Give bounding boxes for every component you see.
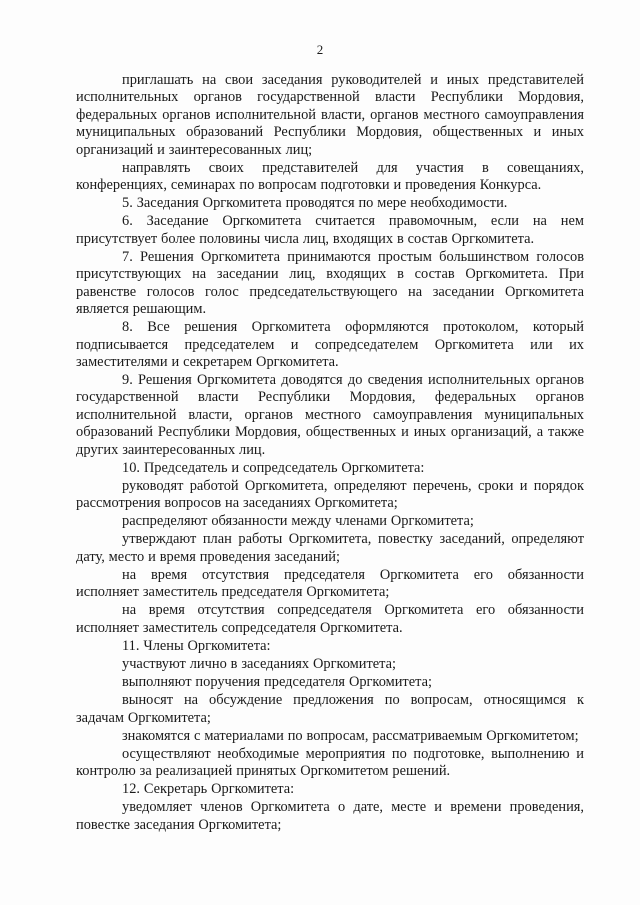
paragraph: 12. Секретарь Оргкомитета:: [122, 781, 295, 798]
paragraph: направлять своих представителей для участия в совещаниях, конференциях, семинарах по вопросам подготовки и проведения Конкурса.: [76, 159, 584, 194]
paragraph: выносят на обсуждение предложения по вопросам, относящимся к задачам Оргкомитета;: [76, 692, 584, 726]
paragraph: 5. Заседания Оргкомитета проводятся по мере необходимости.: [122, 195, 508, 212]
paragraph: 9. Решения Оргкомитета доводятся до сведения исполнительных органов государственной власти Республики Мордовия, федеральных органов исполнительной власти, органов местного самоуправления муниципальных образований Республики Мордовия, общественных и иных организаций, а также других заинтересованных лиц.: [76, 372, 584, 458]
paragraph: выполняют поручения председателя Оргкомитета;: [122, 674, 432, 691]
paragraph: знакомятся с материалами по вопросам, рассматриваемым Оргкомитетом;: [122, 727, 579, 744]
paragraph: осуществляют необходимые мероприятия по подготовке, выполнению и контролю за реализацией принятых Оргкомитетом решений.: [76, 745, 584, 780]
paragraph: 6. Заседание Оргкомитета считается правомочным, если на нем присутствует более половины числа лиц, входящих в состав Оргкомитета.: [76, 213, 584, 247]
paragraph: участвуют лично в заседаниях Оргкомитета;: [122, 656, 397, 673]
paragraph: на время отсутствия сопредседателя Оргкомитета его обязанности исполняет заместитель сопредседателя Оргкомитета.: [76, 602, 584, 636]
paragraph: приглашать на свои заседания руководителей и иных представителей исполнительных органов государственной власти Республики Мордовия, федеральных органов исполнительной власти, органов местного самоуправления муниципальных образований Республики Мордовия, общественных и иных организаций и заинтересованных лиц;: [76, 72, 584, 158]
document-body: [76, 72, 584, 834]
paragraph: на время отсутствия председателя Оргкомитета его обязанности исполняет заместитель председателя Оргкомитета;: [76, 566, 584, 601]
paragraph: утверждают план работы Оргкомитета, повестку заседаний, определяют дату, место и время проведения заседаний;: [76, 531, 584, 565]
page-number: 2: [316, 42, 324, 57]
paragraph: руководят работой Оргкомитета, определяют перечень, сроки и порядок рассмотрения вопросов на заседаниях Оргкомитета;: [76, 477, 584, 512]
paragraph: 11. Члены Оргкомитета:: [122, 637, 271, 654]
paragraph: уведомляет членов Оргкомитета о дате, месте и времени проведения, повестке заседания Оргкомитета;: [76, 799, 584, 833]
paragraph: 7. Решения Оргкомитета принимаются простым большинством голосов присутствующих на заседании лиц, входящих в состав Оргкомитета. При равенстве голосов голос председательствующего на заседании Оргкомитета является решающим.: [76, 248, 584, 318]
paragraph: распределяют обязанности между членами Оргкомитета;: [122, 513, 474, 530]
paragraph: 10. Председатель и сопредседатель Оргкомитета:: [122, 459, 425, 476]
paragraph: 8. Все решения Оргкомитета оформляются протоколом, который подписывается председателем и сопредседателем Оргкомитета или их заместителями и секретарем Оргкомитета.: [76, 319, 584, 370]
